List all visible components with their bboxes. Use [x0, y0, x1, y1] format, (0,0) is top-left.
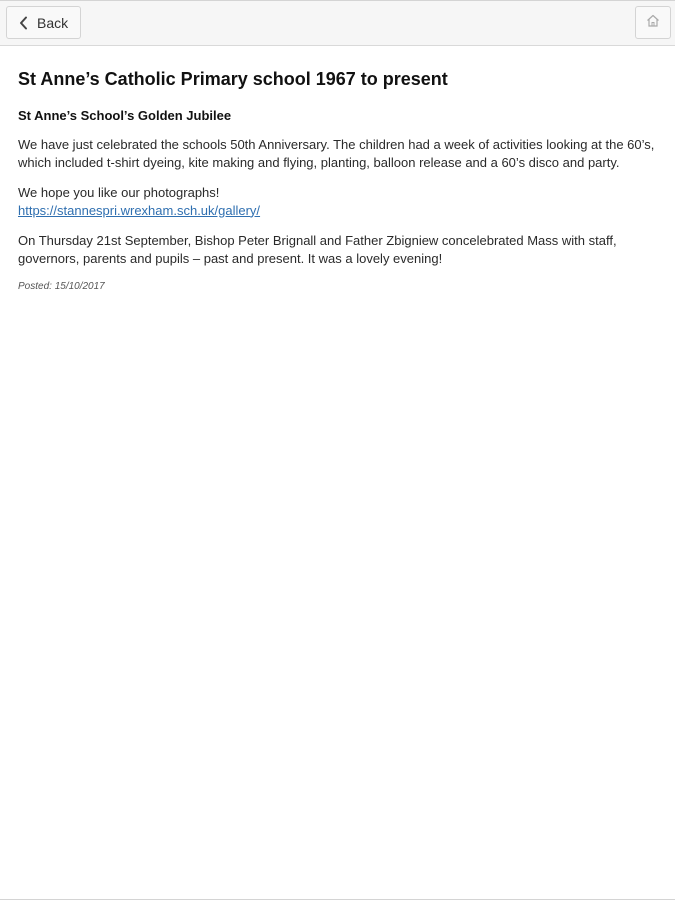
article-paragraph-photographs: [18, 184, 656, 219]
home-button[interactable]: [635, 6, 671, 39]
chevron-left-icon: [17, 16, 29, 30]
article-content: [0, 46, 675, 293]
back-button-label: Back: [37, 14, 69, 31]
top-navbar: [0, 1, 675, 46]
article-paragraph-mass: On Thursday 21st September, Bishop Peter Brignall and Father Zbigniew concelebrated Mass with staff, governors, parents and pupils – past and present. It was a lovely evening!: [18, 233, 617, 266]
posted-date: Posted: 15/10/2017: [18, 281, 105, 292]
page-title: St Anne’s Catholic Primary school 1967 to present: [18, 69, 448, 89]
article-subtitle: St Anne’s School’s Golden Jubilee: [18, 108, 232, 123]
back-button[interactable]: [6, 6, 81, 39]
photographs-text: We hope you like our photographs!: [18, 185, 220, 200]
article-paragraph-anniversary: We have just celebrated the schools 50th Anniversary. The children had a week of activities looking at the 60’s, which included t-shirt dyeing, kite making and flying, planting, balloon release and a 60’s disco and party.: [18, 137, 655, 170]
home-icon: [646, 14, 660, 32]
gallery-link[interactable]: https://stannespri.wrexham.sch.uk/gallery/: [18, 202, 261, 218]
